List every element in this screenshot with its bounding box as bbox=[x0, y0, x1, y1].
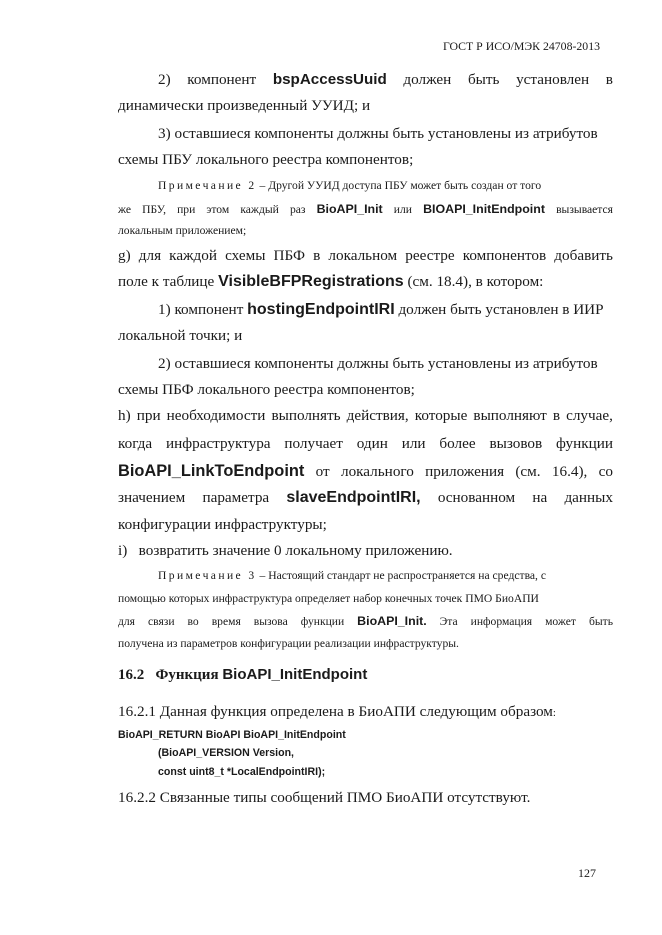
text: поле к таблице bbox=[118, 273, 219, 290]
text-line-4: схемы ПБУ локального реестра компонентов; bbox=[118, 151, 414, 168]
word: h) bbox=[118, 407, 131, 424]
text: (см. 18.4), в котором: bbox=[403, 273, 544, 290]
code-line-1: BioAPI_RETURN BioAPI BioAPI_InitEndpoint bbox=[118, 729, 346, 741]
word: в bbox=[605, 71, 613, 88]
word: Эта bbox=[439, 615, 458, 628]
text-line-h2 bbox=[118, 434, 613, 454]
word: данных bbox=[564, 489, 613, 506]
word: получает bbox=[284, 435, 343, 452]
text-line-i1: i) возвратить значение 0 локальному приложению. bbox=[118, 542, 453, 559]
word: которые bbox=[414, 407, 468, 424]
word: в bbox=[313, 247, 321, 264]
text-line-1 bbox=[158, 70, 613, 90]
text-line-h1 bbox=[118, 406, 613, 426]
word: когда bbox=[118, 435, 153, 452]
note-text: – Другой УУИД доступа ПБУ может быть создан от того bbox=[256, 179, 542, 192]
word: инфраструктура bbox=[166, 435, 271, 452]
word: схемы bbox=[225, 247, 266, 264]
text-line-g4: локальной точки; и bbox=[118, 327, 243, 344]
code-term-slaveendpointiri: slaveEndpointIRI, bbox=[286, 489, 421, 506]
section-heading bbox=[118, 666, 367, 684]
word: каждый bbox=[240, 203, 279, 216]
word: при bbox=[177, 203, 196, 216]
text-line-g3 bbox=[158, 300, 604, 320]
word: приложения bbox=[425, 463, 505, 480]
text-line-g5: 2) оставшиеся компоненты должны быть установлены из атрибутов bbox=[158, 355, 598, 372]
subsection-16-2-1 bbox=[118, 702, 556, 723]
word: основанном bbox=[437, 489, 516, 506]
word: более bbox=[439, 435, 476, 452]
word: локальном bbox=[328, 247, 398, 264]
word: ПБУ, bbox=[142, 203, 166, 216]
note-label: Примечание 3 bbox=[158, 569, 257, 582]
word: случае, bbox=[566, 407, 613, 424]
word: быть bbox=[467, 71, 500, 88]
word: в bbox=[552, 407, 561, 424]
word: добавить bbox=[554, 247, 613, 264]
text-line-3: 3) оставшиеся компоненты должны быть установлены из атрибутов bbox=[158, 125, 598, 142]
word: вызова bbox=[253, 615, 288, 628]
running-header: ГОСТ Р ИСО/МЭК 24708-2013 bbox=[442, 39, 600, 53]
word: действия, bbox=[346, 407, 409, 424]
note-3-line-3 bbox=[118, 613, 613, 630]
word: связи bbox=[147, 615, 175, 628]
text-line-h4 bbox=[118, 488, 613, 508]
word: 2) bbox=[158, 71, 171, 88]
word: необходимости bbox=[166, 407, 266, 424]
word: функции bbox=[556, 435, 613, 452]
code-line-2: (BioAPI_VERSION Version, bbox=[158, 747, 294, 759]
word: каждой bbox=[169, 247, 218, 264]
code-term-bspaccessuuid: bspAccessUuid bbox=[272, 71, 387, 88]
code-term-visiblebfpregistrations: VisibleBFPRegistrations bbox=[218, 273, 404, 290]
word: выполняют bbox=[473, 407, 547, 424]
subsection-16-2-2: 16.2.2 Связанные типы сообщений ПМО БиоАПИ отсутствуют. bbox=[118, 789, 531, 806]
section-function-name: BioAPI_InitEndpoint bbox=[222, 666, 368, 683]
code-term-bioapi-init: BioAPI_Init bbox=[316, 202, 383, 216]
word: время bbox=[211, 615, 241, 628]
word: один bbox=[356, 435, 388, 452]
word: 16.4), bbox=[551, 463, 588, 480]
code-line-3: const uint8_t *LocalEndpointIRI); bbox=[158, 766, 326, 778]
text: 16.2.1 Данная функция определена в БиоАПИ следующим образом bbox=[118, 703, 553, 720]
text-line-2: динамически произведенный УУИД; и bbox=[118, 97, 371, 114]
note-3-line-2: помощью которых инфраструктура определяет набор конечных точек ПМО БиоАПИ bbox=[118, 592, 539, 605]
word: выполнять bbox=[271, 407, 341, 424]
page-number: 127 bbox=[578, 866, 596, 880]
word: информация bbox=[470, 615, 533, 628]
text: : bbox=[552, 707, 556, 719]
note-2-line-1 bbox=[158, 178, 541, 194]
word: при bbox=[136, 407, 161, 424]
word: или bbox=[393, 203, 412, 216]
section-word: Функция bbox=[155, 667, 219, 683]
word: вызывается bbox=[556, 203, 613, 216]
word: (см. bbox=[515, 463, 541, 480]
word: раз bbox=[289, 203, 306, 216]
text: 1) компонент bbox=[158, 301, 248, 318]
word: на bbox=[532, 489, 548, 506]
word: установлен bbox=[516, 71, 590, 88]
word: для bbox=[138, 247, 162, 264]
word: функции bbox=[300, 615, 345, 628]
word: ПБФ bbox=[273, 247, 306, 264]
note-3-line-1 bbox=[158, 568, 546, 584]
text-line-g6: схемы ПБФ локального реестра компонентов; bbox=[118, 381, 415, 398]
note-3-line-4: получена из параметров конфигурации реализации инфраструктуры. bbox=[118, 637, 459, 650]
note-2-line-2 bbox=[118, 201, 613, 218]
word: со bbox=[598, 463, 613, 480]
word: для bbox=[118, 615, 136, 628]
code-term-hostingendpointiri: hostingEndpointIRI bbox=[247, 301, 395, 318]
note-label: Примечание 2 bbox=[158, 179, 257, 192]
note-text: – Настоящий стандарт не распространяется на средства, с bbox=[256, 569, 546, 582]
text: должен быть установлен в ИИР bbox=[394, 301, 604, 318]
word: значением bbox=[118, 489, 186, 506]
word: во bbox=[187, 615, 199, 628]
word: g) bbox=[118, 247, 131, 264]
word: компонентов bbox=[462, 247, 547, 264]
word: этом bbox=[206, 203, 230, 216]
word: или bbox=[401, 435, 426, 452]
note-2-line-3: локальным приложением; bbox=[118, 224, 247, 237]
text-line-h5: конфигурации инфраструктуры; bbox=[118, 516, 327, 533]
word: реестре bbox=[405, 247, 455, 264]
word: параметра bbox=[202, 489, 270, 506]
word: локального bbox=[340, 463, 414, 480]
word: же bbox=[118, 203, 132, 216]
text-line-h3 bbox=[118, 461, 613, 482]
word: вызовов bbox=[489, 435, 543, 452]
word: компонент bbox=[187, 71, 257, 88]
word: от bbox=[315, 463, 330, 480]
word: должен bbox=[403, 71, 452, 88]
code-term-bioapi-linktoendpoint: BioAPI_LinkToEndpoint bbox=[118, 462, 305, 480]
word: быть bbox=[588, 615, 613, 628]
code-term-bioapi-init: BioAPI_Init. bbox=[357, 614, 427, 628]
text-line-g1 bbox=[118, 246, 613, 266]
text-line-g2 bbox=[118, 272, 543, 292]
section-number: 16.2 bbox=[118, 667, 145, 683]
word: может bbox=[545, 615, 576, 628]
code-term-bioapi-initendpoint: BIOAPI_InitEndpoint bbox=[423, 202, 545, 216]
